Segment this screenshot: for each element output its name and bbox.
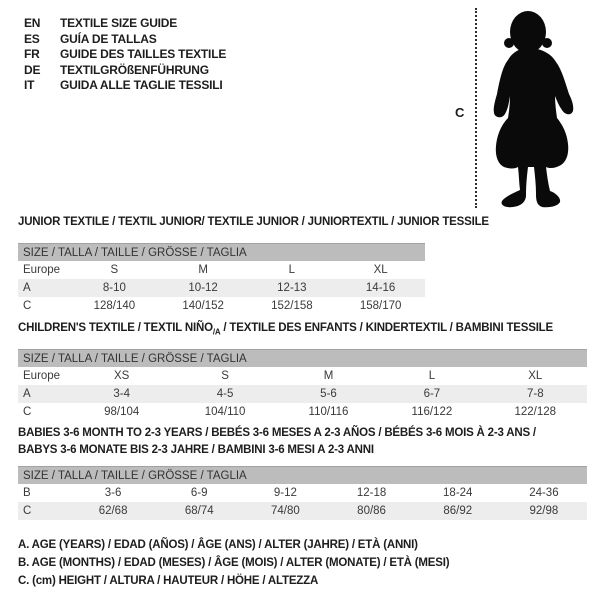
- table-row: [18, 403, 587, 421]
- table-cell: 98/104: [104, 406, 140, 418]
- babies-title-line1: BABIES 3-6 MONTH TO 2-3 YEARS / BEBÉS 3-6 MESES A 2-3 AÑOS / BÉBÉS 3-6 MOIS À 2-3 ANS /: [18, 427, 536, 439]
- row-label: C: [23, 505, 32, 517]
- size-header-bar: SIZE / TALLA / TAILLE / GRÖSSE / TAGLIA: [18, 349, 587, 367]
- language-row: [24, 47, 226, 63]
- language-header: [24, 16, 226, 94]
- language-title: TEXTILE SIZE GUIDE: [60, 16, 178, 30]
- junior-textile-title: JUNIOR TEXTILE / TEXTIL JUNIOR/ TEXTILE JUNIOR / JUNIORTEXTIL / JUNIOR TESSILE: [18, 216, 489, 228]
- table-cell: 122/128: [514, 406, 557, 418]
- junior-textile-table: [18, 243, 425, 315]
- table-row: [18, 279, 425, 297]
- language-row: [24, 78, 226, 94]
- note-height-cm: C. (cm) HEIGHT / ALTURA / HAUTEUR / HÖHE / ALTEZZA: [18, 575, 319, 587]
- language-title: GUIDA ALLE TAGLIE TESSILI: [60, 78, 223, 93]
- babies-title-line2: BABYS 3-6 MONATE BIS 2-3 JAHRE / BAMBINI 3-6 MESI A 2-3 ANNI: [18, 444, 374, 456]
- table-cell: 80/86: [357, 505, 386, 517]
- table-cell: 68/74: [184, 505, 214, 517]
- table-row: [18, 502, 587, 520]
- row-label: C: [23, 406, 32, 418]
- language-code: FR: [24, 47, 40, 62]
- table-cell: XL: [373, 264, 388, 276]
- row-label: A: [23, 388, 31, 400]
- table-cell: 12-13: [277, 282, 307, 294]
- table-cell: M: [198, 264, 208, 276]
- language-title: GUÍA DE TALLAS: [60, 31, 157, 46]
- row-label: B: [23, 487, 31, 499]
- table-cell: 3-6: [104, 487, 122, 499]
- childrens-textile-title: [18, 322, 553, 336]
- language-code: DE: [24, 62, 41, 77]
- table-cell: 116/122: [411, 406, 453, 418]
- row-label: A: [23, 282, 31, 294]
- table-cell: 9-12: [273, 487, 297, 499]
- table-row: [18, 297, 425, 315]
- table-cell: 8-10: [102, 282, 126, 294]
- table-cell: 128/140: [93, 300, 136, 312]
- height-measure-label: C: [455, 105, 465, 120]
- table-cell: 10-12: [188, 282, 218, 294]
- note-age-years: A. AGE (YEARS) / EDAD (AÑOS) / ÂGE (ANS) / ALTER (JAHRE) / ETÀ (ANNI): [18, 539, 418, 551]
- language-title: TEXTILGRÖßENFÜHRUNG: [60, 62, 209, 77]
- childrens-textile-table: [18, 349, 587, 421]
- title-subscript: /A: [212, 327, 221, 337]
- table-cell: M: [323, 370, 334, 382]
- table-cell: 104/110: [204, 406, 246, 418]
- height-measure-dashed-line: [475, 8, 477, 208]
- table-row: [18, 385, 587, 403]
- table-cell: 7-8: [526, 388, 544, 400]
- language-code: IT: [24, 78, 35, 93]
- table-cell: 6-7: [423, 388, 441, 400]
- table-cell: XS: [114, 370, 130, 382]
- table-row: [18, 261, 425, 279]
- table-cell: 86/92: [443, 505, 473, 517]
- row-label: C: [23, 300, 32, 312]
- table-cell: 6-9: [190, 487, 208, 499]
- table-cell: 152/158: [271, 300, 313, 312]
- note-age-months: B. AGE (MONTHS) / EDAD (MESES) / ÂGE (MOIS) / ALTER (MONATE) / ETÀ (MESI): [18, 557, 450, 569]
- table-cell: 110/116: [308, 406, 349, 418]
- table-cell: S: [110, 264, 119, 276]
- language-row: [24, 63, 226, 79]
- table-cell: 74/80: [271, 505, 300, 517]
- language-title: GUIDE DES TAILLES TEXTILE: [60, 47, 227, 62]
- table-cell: 158/170: [359, 300, 402, 312]
- language-code: EN: [24, 16, 41, 30]
- table-cell: 18-24: [443, 487, 473, 499]
- row-label: Europe: [23, 370, 61, 382]
- language-row: [24, 32, 226, 48]
- table-cell: 5-6: [320, 388, 337, 400]
- row-label: Europe: [23, 264, 61, 276]
- baby-silhouette-icon: [484, 6, 580, 212]
- table-cell: 3-4: [113, 388, 130, 400]
- table-cell: 12-18: [356, 487, 387, 499]
- title-text: / TEXTILE DES ENFANTS / KINDERTEXTIL / BAMBINI TESSILE: [220, 322, 553, 334]
- table-row: [18, 484, 587, 502]
- title-text: CHILDREN'S TEXTILE / TEXTIL NIÑO: [18, 322, 213, 334]
- table-cell: XL: [528, 370, 543, 382]
- size-header-bar: SIZE / TALLA / TAILLE / GRÖSSE / TAGLIA: [18, 243, 425, 261]
- table-cell: 24-36: [529, 487, 559, 499]
- size-header-bar: SIZE / TALLA / TAILLE / GRÖSSE / TAGLIA: [18, 466, 587, 484]
- table-cell: L: [428, 370, 436, 382]
- babies-table: [18, 466, 587, 520]
- language-row: [24, 16, 226, 32]
- table-row: [18, 367, 587, 385]
- table-cell: 140/152: [182, 300, 224, 312]
- table-cell: 92/98: [529, 505, 559, 517]
- table-cell: 14-16: [365, 282, 396, 294]
- table-cell: 4-5: [216, 388, 234, 400]
- legend-notes: [18, 536, 449, 590]
- table-cell: S: [221, 370, 229, 382]
- table-cell: 62/68: [98, 505, 128, 517]
- table-cell: L: [288, 264, 296, 276]
- language-code: ES: [24, 31, 40, 46]
